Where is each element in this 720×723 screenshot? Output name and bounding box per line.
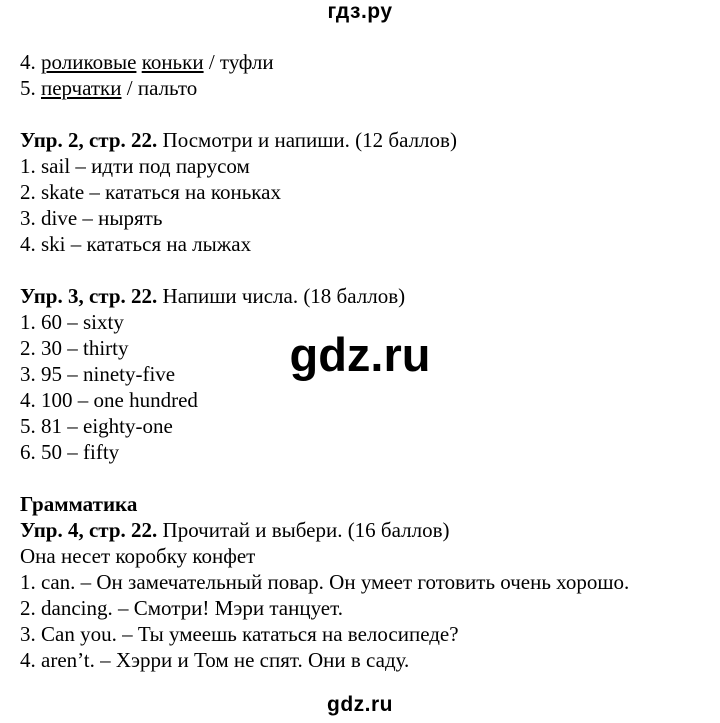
list-item: 6. 50 – fifty [20, 440, 120, 464]
list-item: 3. dive – нырять [20, 206, 163, 230]
watermark-middle: gdz.ru [289, 328, 431, 381]
list-item: 3. 95 – ninety-five [20, 362, 176, 386]
exercise-instruction: Посмотри и напиши. (12 баллов) [162, 128, 457, 152]
list-item: 5. 81 – eighty-one [20, 414, 173, 438]
exercise-3-header [20, 283, 710, 309]
watermark-bottom: gdz.ru [327, 693, 393, 716]
list-item: 4. ski – кататься на лыжах [20, 232, 252, 256]
list-item: 2. dancing. – Смотри! Мэри танцует. [20, 596, 343, 620]
answer-item-5 [20, 75, 710, 101]
exercise-instruction: Напиши числа. (18 баллов) [162, 284, 406, 308]
exercise-instruction: Прочитай и выбери. (16 баллов) [162, 518, 450, 542]
exercise-4-header [20, 517, 710, 543]
list-item: 1. sail – идти под парусом [20, 154, 250, 178]
exercise-title: Упр. 3, стр. 22. [20, 284, 158, 308]
item-number: 4. [20, 50, 36, 74]
list-item: 4. 100 – one hundred [20, 388, 198, 412]
list-item: 2. 30 – thirty [20, 336, 129, 360]
item-rest: / туфли [208, 50, 274, 74]
answer-item-4 [20, 49, 710, 75]
list-item: 3. Can you. – Ты умеешь кататься на велосипеде? [20, 622, 459, 646]
item-rest: / пальто [126, 76, 198, 100]
exercise-title: Упр. 4, стр. 22. [20, 518, 158, 542]
example-sentence: Она несет коробку конфет [20, 544, 256, 568]
section-heading-grammar: Грамматика [20, 492, 138, 516]
item-number: 5. [20, 76, 36, 100]
underlined-word: перчатки [41, 76, 122, 100]
exercise-2-header [20, 127, 710, 153]
watermark-top: гдз.ру [327, 0, 393, 23]
list-item: 2. skate – кататься на коньках [20, 180, 281, 204]
underlined-word: роликовые [41, 50, 137, 74]
list-item: 4. aren’t. – Хэрри и Том не спят. Они в саду. [20, 648, 410, 672]
list-item: 1. 60 – sixty [20, 310, 124, 334]
exercise-title: Упр. 2, стр. 22. [20, 128, 158, 152]
underlined-word: коньки [141, 50, 204, 74]
list-item: 1. can. – Он замечательный повар. Он умеет готовить очень хорошо. [20, 570, 630, 594]
